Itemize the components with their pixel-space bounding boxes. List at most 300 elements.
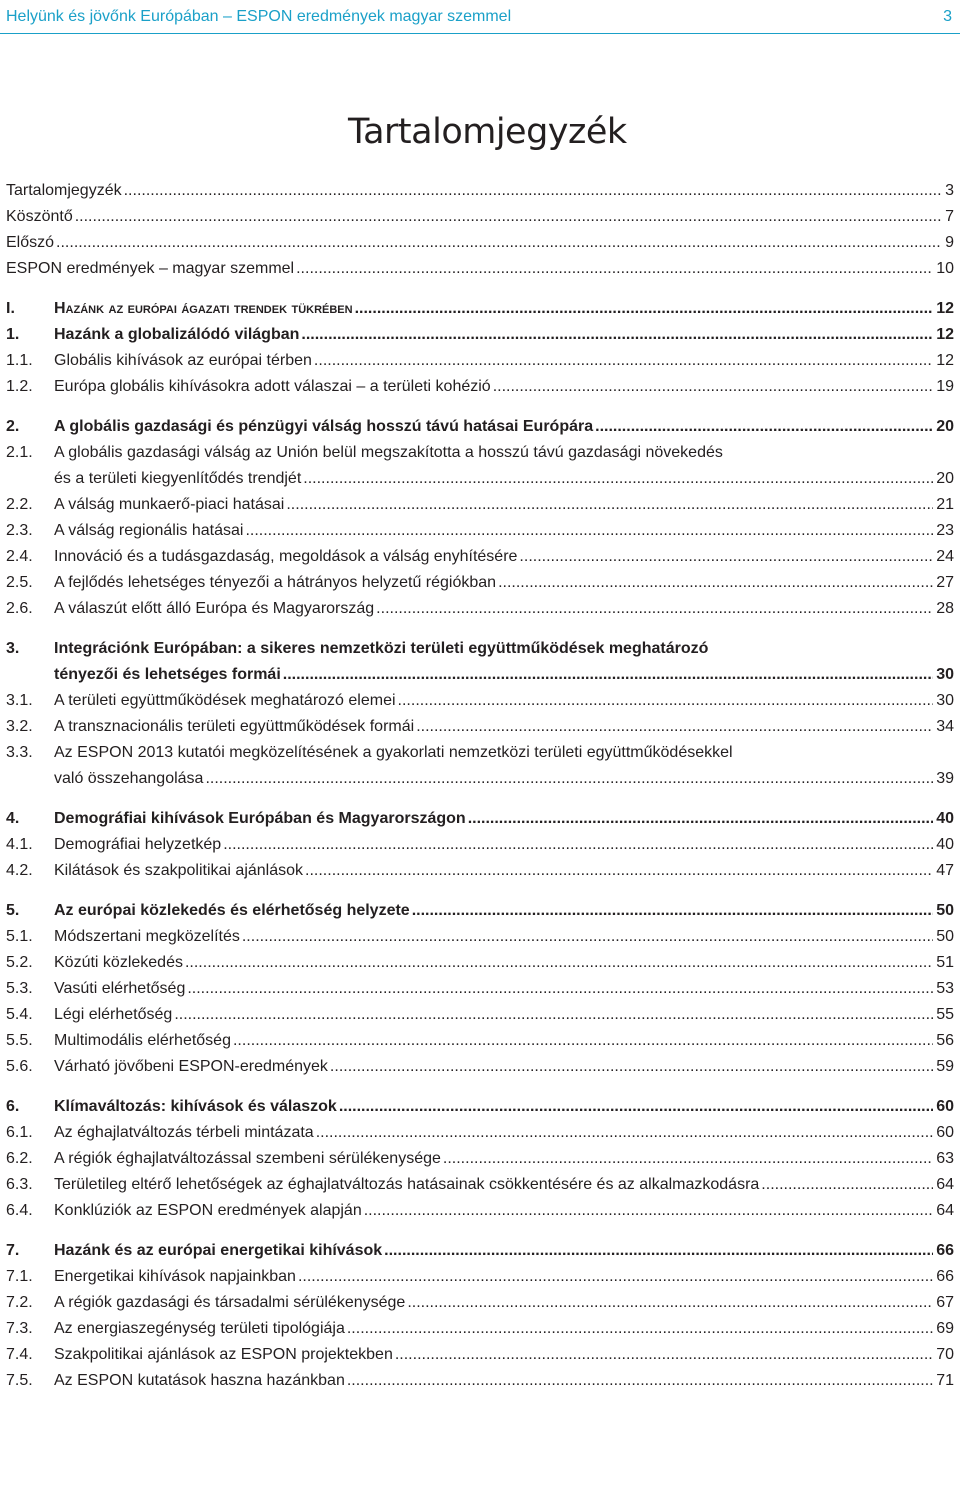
toc-entry[interactable] [6,296,954,322]
toc-entry[interactable] [6,322,954,348]
toc-page-number: 56 [936,1032,954,1049]
toc-entry-body [54,518,954,544]
toc-entry-row [6,1238,954,1264]
toc-page-number: 53 [936,980,954,997]
toc-entry-title: Az éghajlatváltozás térbeli mintázata [54,1124,314,1141]
toc-dot-leader [233,1028,933,1054]
toc-dot-leader [296,256,933,282]
toc-entry-row [6,322,954,348]
toc-entry-title: ESPON eredmények – magyar szemmel [6,260,295,277]
toc-entry-line [54,636,954,662]
toc-entry-title-continued: tényezői és lehetséges formái [54,666,281,683]
toc-page-number: 40 [936,836,954,853]
toc-entry-body [54,1028,954,1054]
toc-entry-number: 5.1. [6,928,33,945]
toc-page-number: 10 [936,260,954,277]
toc-entry-row [6,1146,954,1172]
toc-entry-body [6,204,954,230]
toc-entry-title: A globális gazdasági és pénzügyi válság hosszú távú hatásai Európára [54,418,594,435]
toc-entry-line [54,1028,954,1054]
toc-entry-row [6,858,954,884]
toc-entry-number: 6.2. [6,1150,33,1167]
toc-entry[interactable] [6,596,954,622]
toc-entry-row [6,1002,954,1028]
toc-entry-line [54,898,954,924]
toc-entry-line [54,950,954,976]
toc-entry[interactable] [6,230,954,256]
toc-dot-leader [347,1316,933,1342]
toc-entry[interactable] [6,950,954,976]
toc-entry[interactable] [6,898,954,924]
toc-entry-body [54,898,954,924]
toc-dot-leader [303,466,933,492]
toc-entry-title: Energetikai kihívások napjainkban [54,1268,296,1285]
toc-entry-body [54,1198,954,1224]
toc-entry-body [54,596,954,622]
toc-entry-title: A válság regionális hatásai [54,522,244,539]
toc-entry[interactable] [6,518,954,544]
toc-entry-title: Területileg eltérő lehetőségek az éghajlatváltozás hatásainak csökkentésére és az alkalmazkodásra [54,1176,760,1193]
toc-page-number: 60 [936,1124,954,1141]
toc-page-number: 12 [936,326,954,343]
running-header-page-number: 3 [943,7,952,25]
toc-entry-line [54,714,954,740]
toc-dot-leader [301,322,933,348]
toc-entry-body [54,1002,954,1028]
toc-entry-line [54,1146,954,1172]
toc-entry-line [54,1054,954,1080]
toc-entry-number: 6.3. [6,1176,33,1193]
toc-entry-row [6,256,954,282]
toc-spacer [6,400,954,414]
toc-entry-title: Előszó [6,234,55,251]
toc-entry[interactable] [6,414,954,440]
toc-entry-number: 7.5. [6,1372,33,1389]
toc-entry-title: A globális gazdasági válság az Unión belül megszakította a hosszú távú gazdasági növekedés [54,444,723,461]
toc-dot-leader [468,806,934,832]
toc-dot-leader [185,950,933,976]
toc-entry[interactable] [6,976,954,1002]
toc-entry-title: A régiók gazdasági és társadalmi sérülékenysége [54,1294,406,1311]
toc-dot-leader [364,1198,933,1224]
toc-page-number: 24 [936,548,954,565]
toc-entry-body [54,1120,954,1146]
running-header-title: Helyünk és jövőnk Európában – ESPON eredmények magyar szemmel [6,7,512,25]
toc-entry-number: 5.4. [6,1006,33,1023]
toc-dot-leader [330,1054,933,1080]
toc-entry[interactable] [6,636,954,688]
toc-entry-body [54,976,954,1002]
toc-entry-number: 2.3. [6,522,33,539]
toc-entry-title: Szakpolitikai ajánlások az ESPON projektekben [54,1346,393,1363]
toc-entry-line [54,1198,954,1224]
toc-dot-leader [124,178,942,204]
toc-entry-row [6,1290,954,1316]
toc-page-number: 12 [936,300,954,317]
toc-entry-body [6,230,954,256]
toc-entry-number: 7.4. [6,1346,33,1363]
toc-dot-leader [398,688,934,714]
toc-entry-line [54,1316,954,1342]
toc-entry-body [54,374,954,400]
toc-page-number: 51 [936,954,954,971]
toc-entry-row [6,1198,954,1224]
toc-spacer [6,1080,954,1094]
toc-entry-line [54,1094,954,1120]
toc-entry-title: A válaszút előtt álló Európa és Magyarország [54,600,375,617]
toc-entry-row [6,1316,954,1342]
toc-entry[interactable] [6,492,954,518]
toc-entry-body [54,492,954,518]
toc-page-number: 34 [936,718,954,735]
toc-entry-title: Közúti közlekedés [54,954,183,971]
toc-dot-leader [283,662,933,688]
toc-entry-line [54,662,954,688]
toc-entry-row [6,596,954,622]
toc-dot-leader [498,570,933,596]
toc-dot-leader [407,1290,933,1316]
toc-entry[interactable] [6,806,954,832]
toc-page-number: 30 [936,666,954,683]
toc-entry-body [54,1264,954,1290]
toc-entry-number: 6.4. [6,1202,33,1219]
toc-entry[interactable] [6,1342,954,1368]
toc-entry-line [54,806,954,832]
toc-entry-title: Európa globális kihívásokra adott válaszai – a területi kohézió [54,378,491,395]
toc-entry[interactable] [6,832,954,858]
toc-entry-title: Globális kihívások az európai térben [54,352,312,369]
toc-entry-number: 2.5. [6,574,33,591]
toc-entry[interactable] [6,714,954,740]
toc-entry-body [54,806,954,832]
toc-entry-title: Kilátások és szakpolitikai ajánlások [54,862,304,879]
toc-entry-number: I. [6,300,15,317]
toc-page-number: 39 [936,770,954,787]
toc-entry-title: Innováció és a tudásgazdaság, megoldások a válság enyhítésére [54,548,518,565]
toc-entry-line [54,1172,954,1198]
toc-page-number: 66 [936,1268,954,1285]
toc-dot-leader [298,1264,933,1290]
toc-entry-row [6,924,954,950]
toc-entry-line [54,296,954,322]
toc-entry-line [54,976,954,1002]
toc-entry-body [54,322,954,348]
toc-entry-title: A fejlődés lehetséges tényezői a hátrányos helyzetű régiókban [54,574,497,591]
toc-entry-line [54,518,954,544]
toc-entry-row [6,950,954,976]
toc-entry-line [54,688,954,714]
toc-spacer [6,884,954,898]
toc-entry[interactable] [6,1094,954,1120]
toc-entry-body [6,178,954,204]
toc-entry-title: A régiók éghajlatváltozással szembeni sérülékenysége [54,1150,441,1167]
toc-spacer [6,792,954,806]
toc-entry[interactable] [6,1238,954,1264]
toc-entry-line [54,1342,954,1368]
toc-entry-body [54,570,954,596]
toc-entry-row [6,714,954,740]
toc-entry-title: Integrációnk Európában: a sikeres nemzetközi területi együttműködések meghatározó [54,640,709,657]
toc-entry-row [6,348,954,374]
toc-entry-title: Klímaváltozás: kihívások és válaszok [54,1098,337,1115]
toc-entry-body [54,924,954,950]
toc-entry-line [54,924,954,950]
toc-entry-number: 6. [6,1098,20,1115]
page-title: Tartalomjegyzék [348,112,627,152]
toc-entry-line [54,1002,954,1028]
toc-entry[interactable] [6,348,954,374]
toc-entry-body [54,296,954,322]
toc-entry-number: 3.3. [6,744,33,761]
toc-entry-number: 5. [6,902,20,919]
toc-entry-row [6,544,954,570]
toc-entry-number: 7.2. [6,1294,33,1311]
toc-dot-leader [223,832,933,858]
toc-entry-body [54,1054,954,1080]
toc-entry[interactable] [6,440,954,492]
toc-entry-title: Vasúti elérhetőség [54,980,186,997]
toc-entry-title: Az energiaszegénység területi tipológiája [54,1320,345,1337]
toc-entry-row [6,688,954,714]
toc-entry-row [6,1264,954,1290]
toc-entry-line [54,440,954,466]
toc-entry-line [54,1368,954,1394]
toc-entry-title: A válság munkaerő-piaci hatásai [54,496,285,513]
toc-entry-body [54,1238,954,1264]
toc-dot-leader [205,766,933,792]
toc-page-number: 69 [936,1320,954,1337]
toc-entry-row [6,976,954,1002]
toc-page-number: 12 [936,352,954,369]
toc-entry-body [54,1368,954,1394]
toc-entry-number: 5.3. [6,980,33,997]
toc-page-number: 9 [945,234,954,251]
toc-entry-number: 2.2. [6,496,33,513]
toc-entry-number: 4.1. [6,836,33,853]
toc-entry-body [54,1146,954,1172]
toc-page-number: 70 [936,1346,954,1363]
toc-dot-leader [376,596,933,622]
toc-entry-line [54,1264,954,1290]
toc-entry-row [6,492,954,518]
toc-entry-body [54,1172,954,1198]
toc-entry-line [54,858,954,884]
toc-page-number: 23 [936,522,954,539]
toc-spacer [6,282,954,296]
toc-entry-title: Köszöntő [6,208,73,225]
toc-entry-row [6,178,954,204]
toc-page-number: 59 [936,1058,954,1075]
toc-page-number: 20 [936,418,954,435]
toc-entry-body [54,1290,954,1316]
toc-page-number: 3 [945,182,954,199]
toc-entry-number: 1.2. [6,378,33,395]
toc-entry[interactable] [6,570,954,596]
toc-entry-line [54,570,954,596]
toc-entry-body [54,414,954,440]
toc-entry-title: Az ESPON 2013 kutatói megközelítésének a gyakorlati nemzetközi területi együttműködésekkel [54,744,733,761]
toc-page-number: 30 [936,692,954,709]
toc-entry-row [6,230,954,256]
toc-entry[interactable] [6,374,954,400]
toc-entry-title-continued: való összehangolása [54,770,204,787]
toc-dot-leader [412,898,934,924]
toc-entry-row [6,570,954,596]
toc-entry-title: Hazánk az európai ágazati trendek tükrében [54,300,353,317]
toc-entry-line [6,256,954,282]
toc-entry[interactable] [6,1054,954,1080]
toc-page-number: 50 [936,902,954,919]
toc-page-number: 60 [936,1098,954,1115]
toc-entry-row [6,1054,954,1080]
toc-spacer [6,622,954,636]
toc-entry-line [54,1120,954,1146]
toc-entry[interactable] [6,204,954,230]
toc-dot-leader [519,544,933,570]
toc-entry-title: Az európai közlekedés és elérhetőség helyzete [54,902,410,919]
toc-entry-number: 2.4. [6,548,33,565]
toc-entry-body [54,1094,954,1120]
toc-entry-number: 5.6. [6,1058,33,1075]
toc-dot-leader [314,348,933,374]
toc-entry-row [6,740,954,792]
toc-dot-leader [305,858,933,884]
toc-page-number: 55 [936,1006,954,1023]
toc-entry-line [54,414,954,440]
toc-entry-number: 2.6. [6,600,33,617]
toc-entry-row [6,898,954,924]
toc-page-number: 64 [936,1176,954,1193]
toc-entry-number: 2.1. [6,444,33,461]
toc-entry-title: Várható jövőbeni ESPON-eredmények [54,1058,328,1075]
toc-entry-row [6,1094,954,1120]
toc-entry[interactable] [6,1198,954,1224]
toc-entry-line [54,492,954,518]
toc-entry[interactable] [6,1172,954,1198]
toc-page-number: 47 [936,862,954,879]
toc-entry-row [6,204,954,230]
toc-entry-number: 7.1. [6,1268,33,1285]
toc-dot-leader [187,976,933,1002]
toc-entry[interactable] [6,1028,954,1054]
toc-entry-number: 6.1. [6,1124,33,1141]
toc-page-number: 64 [936,1202,954,1219]
toc-page-number: 20 [936,470,954,487]
toc-entry[interactable] [6,1290,954,1316]
toc-entry-number: 4. [6,810,20,827]
toc-entry-number: 1. [6,326,20,343]
toc-entry-number: 7.3. [6,1320,33,1337]
toc-entry-number: 3. [6,640,20,657]
toc-dot-leader [384,1238,933,1264]
toc-entry-line [54,1290,954,1316]
toc-entry-title: Légi elérhetőség [54,1006,173,1023]
toc-entry[interactable] [6,1316,954,1342]
toc-dot-leader [56,230,942,256]
toc-page-number: 28 [936,600,954,617]
toc-entry[interactable] [6,178,954,204]
toc-entry-title: Multimodális elérhetőség [54,1032,231,1049]
toc-dot-leader [347,1368,933,1394]
toc-entry-number: 1.1. [6,352,33,369]
toc-entry-line [6,178,954,204]
toc-entry-row [6,806,954,832]
toc-entry-line [6,230,954,256]
toc-dot-leader [242,924,933,950]
toc-entry-body [54,740,954,792]
toc-entry-title: A területi együttműködések meghatározó elemei [54,692,396,709]
toc-entry-row [6,1172,954,1198]
toc-entry[interactable] [6,1368,954,1394]
toc-entry-number: 7. [6,1242,20,1259]
toc-entry[interactable] [6,1120,954,1146]
toc-entry[interactable] [6,740,954,792]
toc-dot-leader [443,1146,933,1172]
toc-page-number: 50 [936,928,954,945]
toc-entry-line [54,544,954,570]
toc-entry-body [54,688,954,714]
toc-page-number: 19 [936,378,954,395]
toc-entry[interactable] [6,1002,954,1028]
running-header [0,0,960,34]
toc-dot-leader [395,1342,933,1368]
toc-entry-line [54,596,954,622]
toc-entry-line [54,466,954,492]
toc-spacer [6,1224,954,1238]
toc-dot-leader [355,296,934,322]
toc-entry-row [6,440,954,492]
toc-page-number: 40 [936,810,954,827]
toc-entry-line [54,322,954,348]
toc-entry-row [6,1028,954,1054]
toc-entry-row [6,636,954,688]
toc-entry-body [54,950,954,976]
toc-dot-leader [316,1120,934,1146]
toc-entry-row [6,414,954,440]
toc-entry-row [6,1342,954,1368]
toc-entry[interactable] [6,688,954,714]
toc-entry-body [54,636,954,688]
toc-entry[interactable] [6,544,954,570]
toc-dot-leader [416,714,933,740]
toc-entry-row [6,518,954,544]
toc-entry-title: Hazánk a globalizálódó világban [54,326,300,343]
toc-entry-body [54,348,954,374]
toc-entry[interactable] [6,1146,954,1172]
toc-page-number: 63 [936,1150,954,1167]
toc-entry-line [54,374,954,400]
toc-entry-number: 5.2. [6,954,33,971]
toc-entry[interactable] [6,256,954,282]
toc-dot-leader [174,1002,933,1028]
toc-page-number: 66 [936,1242,954,1259]
toc-page-number: 71 [936,1372,954,1389]
toc-entry-row [6,1120,954,1146]
toc-entry[interactable] [6,1264,954,1290]
toc-entry[interactable] [6,858,954,884]
toc-dot-leader [286,492,933,518]
toc-entry-body [54,858,954,884]
toc-entry-line [54,766,954,792]
toc-entry-title: A transznacionális területi együttműködések formái [54,718,415,735]
toc-entry[interactable] [6,924,954,950]
toc-entry-body [54,544,954,570]
toc-dot-leader [493,374,934,400]
toc-entry-line [54,832,954,858]
toc-entry-line [6,204,954,230]
toc-page-number: 67 [936,1294,954,1311]
toc-dot-leader [339,1094,933,1120]
